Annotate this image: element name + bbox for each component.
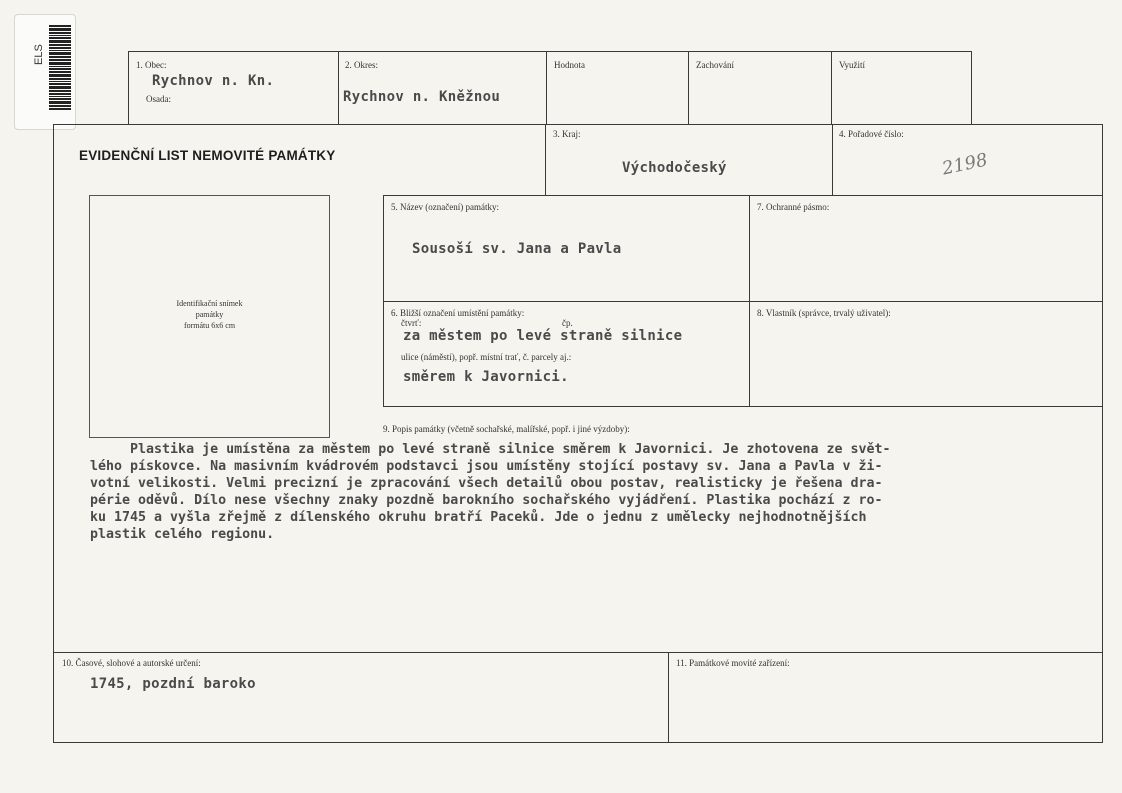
- popis-line: ku 1745 a vyšla zřejmě z dílenského okruhu bratří Paceků. Jde o jednu z umělecky nejhodnotnějších: [90, 510, 867, 525]
- photo-caption-line3: formátu 6x6 cm: [183, 321, 236, 330]
- vyuziti-label: Využití: [839, 60, 865, 70]
- nazev-value: Sousoší sv. Jana a Pavla: [412, 241, 622, 257]
- poradove-cislo-label: 4. Pořadové číslo:: [839, 129, 904, 139]
- poradove-cislo-value: 2198: [940, 149, 990, 180]
- popis-line: lého pískovce. Na masivním kvádrovém podstavci jsou umístěny stojící postavy sv. Jana a Pavla v ži-: [90, 459, 883, 474]
- photo-caption-line2: památky: [195, 310, 224, 319]
- nazev-label: 5. Název (označení) památky:: [391, 202, 499, 212]
- kraj-label: 3. Kraj:: [553, 129, 581, 139]
- umisteni-line2: směrem k Javornici.: [403, 369, 569, 385]
- okres-label: 2. Okres:: [345, 60, 378, 70]
- cp-label: čp.: [562, 318, 573, 328]
- popis-line: périe oděvů. Dílo nese všechny znaky pozdně barokního sochařského vyjádření. Plastika pochází z ro-: [90, 493, 883, 508]
- movite-zarizeni-label: 11. Památkové movité zařízení:: [676, 658, 790, 668]
- barcode-icon: [49, 25, 71, 121]
- popis-label: 9. Popis památky (včetně sochařské, malířské, popř. i jiné výzdoby):: [383, 424, 630, 434]
- barcode-label: ELS: [33, 44, 45, 65]
- popis-text: [90, 441, 1102, 543]
- popis-line: plastik celého regionu.: [90, 527, 275, 542]
- kraj-value: Východočeský: [622, 160, 727, 176]
- hodnota-label: Hodnota: [554, 60, 585, 70]
- ulice-label: ulice (náměstí), popř. místní trať, č. parcely aj.:: [401, 352, 572, 362]
- zachovani-label: Zachování: [696, 60, 734, 70]
- umisteni-label: 6. Bližší označení umístění památky:: [391, 308, 525, 318]
- umisteni-line1: za městem po levé straně silnice: [403, 328, 683, 344]
- form-title: EVIDENČNÍ LIST NEMOVITÉ PAMÁTKY: [79, 148, 336, 163]
- casove-urceni-value: 1745, pozdní baroko: [90, 676, 256, 692]
- obec-value: Rychnov n. Kn.: [152, 73, 275, 89]
- osada-label: Osada:: [146, 94, 171, 104]
- ctvrt-label: čtvrť:: [401, 318, 422, 328]
- popis-line: Plastika je umístěna za městem po levé straně silnice směrem k Javornici. Je zhotovena ze svět-: [90, 442, 891, 457]
- vlastnik-label: 8. Vlastník (správce, trvalý uživatel):: [757, 308, 891, 318]
- barcode-sticker: [14, 14, 76, 130]
- okres-value: Rychnov n. Kněžnou: [343, 89, 501, 105]
- casove-urceni-label: 10. Časové, slohové a autorské určení:: [62, 658, 201, 668]
- photo-placeholder: [89, 195, 330, 438]
- obec-label: 1. Obec:: [136, 60, 167, 70]
- popis-line: votní velikosti. Velmi precizní je zpracování všech detailů obou postav, realisticky je řešena dra-: [90, 476, 883, 491]
- photo-caption-line1: Identifikační snímek: [176, 299, 243, 308]
- ochranne-pasmo-label: 7. Ochranné pásmo:: [757, 202, 830, 212]
